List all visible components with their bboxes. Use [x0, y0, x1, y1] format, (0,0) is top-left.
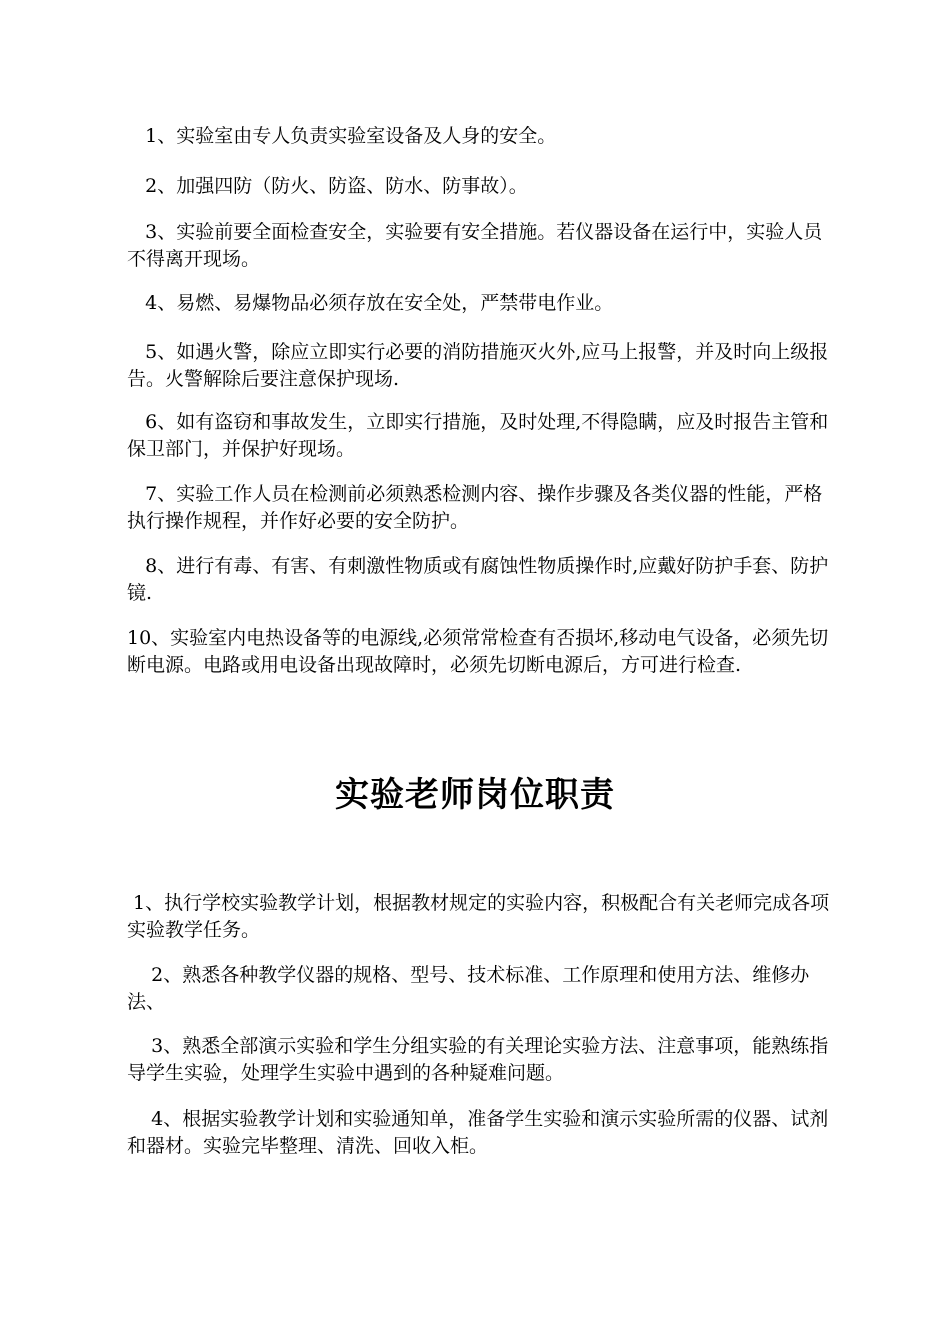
duty-item-4: 4、根据实验教学计划和实验通知单，准备学生实验和演示实验所需的仪器、试剂和器材。实验完毕整理、清洗、回收入柜。: [127, 1108, 829, 1157]
rule-item-6: 6、如有盗窃和事故发生，立即实行措施，及时处理,不得隐瞒，应及时报告主管和保卫部门，并保护好现场。: [127, 411, 829, 460]
rule-item-7: 7、实验工作人员在检测前必须熟悉检测内容、操作步骤及各类仪器的性能，严格执行操作规程，并作好必要的安全防护。: [127, 483, 823, 532]
rule-item-5: 5、如遇火警，除应立即实行必要的消防措施灭火外,应马上报警，并及时向上级报告。火警解除后要注意保护现场.: [127, 341, 829, 390]
duty-item-2: 2、熟悉各种教学仪器的规格、型号、技术标准、工作原理和使用方法、维修办法、: [127, 964, 810, 1013]
rule-item-2: 2、加强四防（防火、防盗、防水、防事故）。: [127, 175, 528, 197]
section-title: 实验老师岗位职责: [335, 775, 615, 815]
rule-item-8: 8、进行有毒、有害、有刺激性物质或有腐蚀性物质操作时,应戴好防护手套、防护镜.: [127, 555, 829, 604]
rule-item-3: 3、实验前要全面检查安全，实验要有安全措施。若仪器设备在运行中，实验人员不得离开现场。: [127, 221, 823, 270]
rule-item-10: 10、实验室内电热设备等的电源线,必须常常检查有否损坏,移动电气设备，必须先切断电源。电路或用电设备出现故障时，必须先切断电源后，方可进行检查.: [127, 627, 829, 676]
rule-item-4: 4、易燃、易爆物品必须存放在安全处，严禁带电作业。: [127, 292, 614, 314]
duty-item-3: 3、熟悉全部演示实验和学生分组实验的有关理论实验方法、注意事项，能熟练指导学生实验，处理学生实验中遇到的各种疑难问题。: [127, 1035, 829, 1084]
rule-item-1: 1、实验室由专人负责实验室设备及人身的安全。: [127, 125, 557, 147]
duty-item-1: 1、执行学校实验教学计划，根据教材规定的实验内容，积极配合有关老师完成各项实验教学任务。: [127, 892, 830, 941]
